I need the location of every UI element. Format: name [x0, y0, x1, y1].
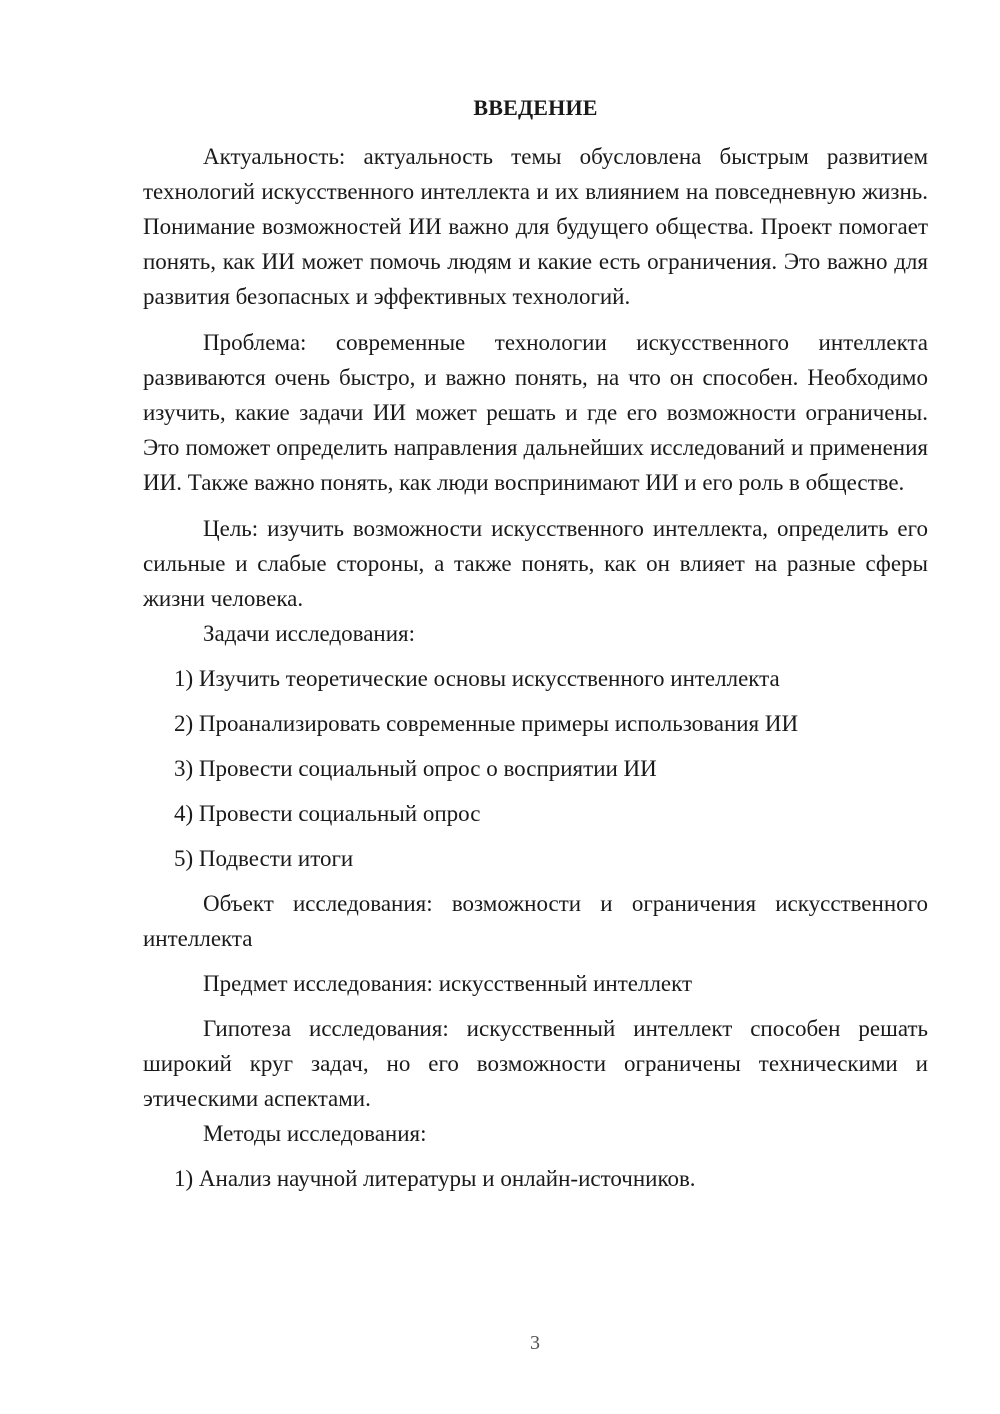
subject-paragraph: Предмет исследования: искусственный интеллект [203, 971, 693, 996]
goal-paragraph: Цель: изучить возможности искусственного интеллекта, определить его сильные и слабые стороны, а также понять, как он влияет на разные сферы жизни человека. [143, 516, 928, 611]
page-content [143, 90, 928, 1196]
task-item: 4) Провести социальный опрос [174, 801, 481, 826]
task-item: 2) Проанализировать современные примеры использования ИИ [174, 711, 799, 736]
task-item: 5) Подвести итоги [174, 846, 354, 871]
task-item: 3) Провести социальный опрос о восприятии ИИ [174, 756, 657, 781]
methods-heading: Методы исследования: [203, 1121, 427, 1146]
task-item: 1) Изучить теоретические основы искусственного интеллекта [174, 666, 780, 691]
tasks-heading: Задачи исследования: [203, 621, 416, 646]
hypothesis-paragraph: Гипотеза исследования: искусственный интеллект способен решать широкий круг задач, но его возможности ограничены техническими и этическими аспектами. [143, 1016, 928, 1111]
relevance-paragraph: Актуальность: актуальность темы обусловлена быстрым развитием технологий искусственного интеллекта и их влиянием на повседневную жизнь. Понимание возможностей ИИ важно для будущего общества. Проект помогает понять, как ИИ может помочь людям и какие есть ограничения. Это важно для развития безопасных и эффективных технологий. [143, 144, 928, 309]
object-paragraph: Объект исследования: возможности и ограничения искусственного интеллекта [143, 891, 928, 951]
section-title: ВВЕДЕНИЕ [473, 95, 598, 120]
method-item: 1) Анализ научной литературы и онлайн-источников. [174, 1166, 696, 1191]
problem-paragraph: Проблема: современные технологии искусственного интеллекта развиваются очень быстро, и важно понять, на что он способен. Необходимо изучить, какие задачи ИИ может решать и где его возможности ограничены. Это поможет определить направления дальнейших исследований и применения ИИ. Также важно понять, как люди воспринимают ИИ и его роль в обществе. [143, 330, 928, 495]
page-number: 3 [530, 1332, 540, 1354]
